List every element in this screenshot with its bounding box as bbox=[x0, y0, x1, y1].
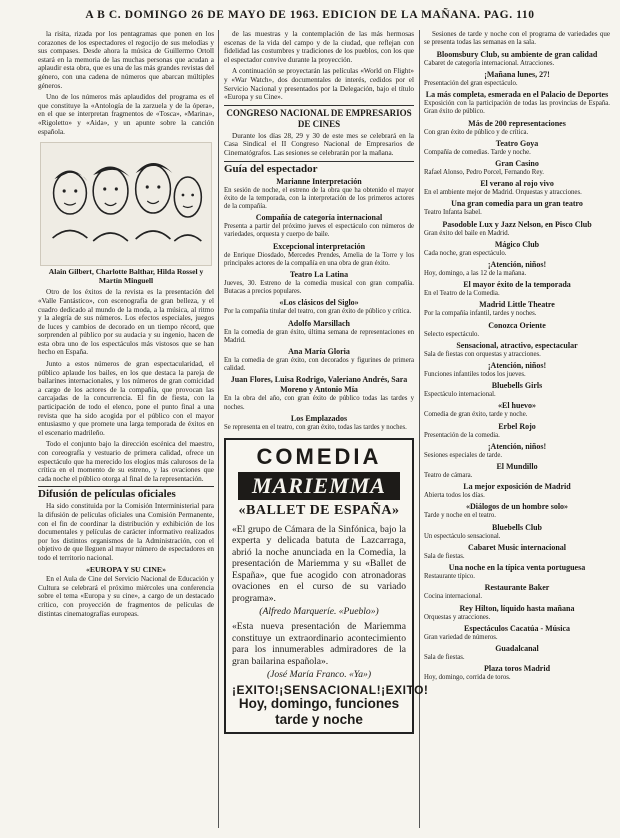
listing-description: Jueves, 30. Estreno de la comedia musical con gran compañía. Butacas a precios populares. bbox=[224, 279, 414, 296]
listing-description: Presentación del gran espectáculo. bbox=[424, 80, 518, 88]
listing-item bbox=[424, 361, 610, 379]
listing-item bbox=[424, 280, 610, 298]
listing-name: El mayor éxito de la temporada bbox=[463, 280, 571, 290]
listing-description: En la comedia de gran éxito, con decorados y figurines de primera calidad. bbox=[224, 356, 414, 373]
listing-name: La más completa, esmerada en el Palacio de Deportes bbox=[425, 90, 609, 100]
guide-listings bbox=[224, 177, 414, 432]
article-paragraph: Uno de los números más aplaudidos del programa es el que constituye la «Antología de la zarzuela y de la ópera», en el que se interpretan fragmentos de «Tosca», «Marina», «Rigoletto» y «Aida», y un apunte sobre la canción española. bbox=[38, 93, 214, 136]
listing-name: «Los clásicos del Siglo» bbox=[279, 298, 359, 308]
listing-description: En el Teatro de la Comedia. bbox=[424, 290, 500, 298]
listing-item bbox=[224, 213, 414, 239]
listing-item bbox=[424, 401, 610, 419]
listing-name: ¡Mañana lunes, 27! bbox=[484, 70, 550, 80]
listing-item bbox=[424, 523, 610, 541]
article-paragraph: Sesiones de tarde y noche con el programa de variedades que se presenta todas las semanas en la sala. bbox=[424, 30, 610, 47]
listing-item bbox=[224, 270, 414, 296]
listing-item bbox=[424, 422, 610, 440]
listing-description: Restaurante típico. bbox=[424, 573, 475, 581]
listing-name: Madrid Little Theatre bbox=[479, 300, 555, 310]
ad-schedule-line: Hoy, domingo, funciones bbox=[238, 696, 400, 712]
listing-description: Con gran éxito de público y de crítica. bbox=[424, 128, 529, 136]
listing-description: Rafael Alonso, Pedro Porcel, Fernando Rey. bbox=[424, 169, 544, 177]
listing-item bbox=[224, 298, 414, 316]
listing-description: Gran variedad de números. bbox=[424, 633, 498, 641]
listing-item bbox=[424, 583, 610, 601]
listing-description: Compañía de comedias. Tarde y noche. bbox=[424, 148, 531, 156]
listing-description: Sala de fiestas. bbox=[424, 653, 465, 661]
listing-description: Cabaret de categoría internacional. Atracciones. bbox=[424, 59, 555, 67]
illustration-caption: Alain Gilbert, Charlotte Balthar, Hilda Rossel y Martín Minguell bbox=[48, 267, 204, 285]
listing-name: Erbel Rojo bbox=[498, 421, 536, 431]
subheading: «EUROPA Y SU CINE» bbox=[85, 564, 167, 574]
listing-description: Comedia de gran éxito, tarde y noche. bbox=[424, 411, 528, 419]
listing-item bbox=[424, 240, 610, 258]
listing-description: Exposición con la participación de todas las provincias de España. Gran éxito de público. bbox=[424, 100, 610, 116]
listing-item bbox=[424, 50, 610, 68]
listing-item bbox=[424, 381, 610, 399]
listing-description: Sala de fiestas. bbox=[424, 552, 465, 560]
article-paragraph: A continuación se proyectarán las películas «World on Flight» y «War Watch», dos documentales de interés, cedidos por el Servicio Nacional y presentados por la Delegación, bajo el título «Europa y su Cine». bbox=[224, 67, 414, 102]
listing-description: Hoy, domingo, corrida de toros. bbox=[424, 674, 511, 682]
listing-name: Los Emplazados bbox=[290, 413, 348, 423]
ad-theatre-name: COMEDIA bbox=[256, 443, 382, 469]
listing-name: «Diálogos de un hombre solo» bbox=[465, 502, 569, 512]
listing-name: Una noche en la típica venta portuguesa bbox=[448, 563, 586, 573]
listing-description: En la comedia de gran éxito, última semana de representaciones en Madrid. bbox=[224, 328, 414, 344]
entertainment-listings bbox=[424, 50, 610, 683]
listing-item bbox=[424, 502, 610, 520]
listing-item bbox=[424, 300, 610, 318]
listing-description: Teatro de cámara. bbox=[424, 472, 473, 480]
ad-review-text: «El grupo de Cámara de la Sinfónica, bajo la experta y delicada batuta de Lazcarraga, abrió la noche anunciada en la Comedia, la presentación de Mariemma y su «Ballet de España», que fue acogido con atronadoras ovaciones en el curso de su variado programa». bbox=[232, 523, 406, 604]
listing-description: En sesión de noche, el estreno de la obra que ha obtenido el mayor éxito de la temporada, con la interpretación de los primeros actores de la compañía. bbox=[224, 186, 414, 210]
column-3 bbox=[424, 30, 610, 830]
listing-name: El Mundillo bbox=[496, 462, 538, 472]
listing-name: Conozca Oriente bbox=[488, 320, 546, 330]
listing-name: El verano al rojo vivo bbox=[480, 179, 554, 189]
listing-name: Teatro Goya bbox=[495, 138, 539, 148]
listing-description: En el ambiente mejor de Madrid. Orquestas y atracciones. bbox=[424, 189, 582, 197]
ad-review-signature: (José María Franco. «Ya») bbox=[266, 669, 372, 681]
article-paragraph: la risita, rizada por los pentagramas que ponen en los corazones de los espectadores el regocijo de sus melodías y sus compases. Desde ahora la música de Guillermo Ortoll estará en la memoria de las muchas personas que acudan a aplaudir esta obra, que es una de las más grandes revistas del género, con una cadena de números que abarcan múltiples géneros. bbox=[38, 30, 214, 90]
column-rule bbox=[218, 30, 219, 828]
listing-item bbox=[424, 442, 610, 460]
listing-item bbox=[424, 260, 610, 278]
listing-item bbox=[224, 414, 414, 432]
listing-name: ¡Atención, niños! bbox=[487, 441, 547, 451]
listing-name: Una gran comedia para un gran teatro bbox=[451, 199, 583, 209]
article-paragraph: Todo el conjunto bajo la dirección escénica del maestro, con coreografía y vestuario de primera calidad, ofrece un espectáculo que ha merecido los elogios más calurosos de la crítica en el momento de su estreno, y las ovaciones que cada noche el público otorga al final de la representación. bbox=[38, 440, 214, 483]
listing-description: Gran éxito del baile en Madrid. bbox=[424, 229, 510, 237]
listing-name: Restaurante Baker bbox=[484, 583, 550, 593]
listing-description: Abierta todos los días. bbox=[424, 492, 485, 500]
ad-exito-word: ¡SENSACIONAL! bbox=[279, 682, 382, 697]
listing-item bbox=[424, 664, 610, 682]
article-paragraph: Durante los días 28, 29 y 30 de este mes se celebrará en la Casa Sindical el II Congreso Nacional de Empresarios de Cinematógrafos. Las sesiones se celebrarán por la mañana. bbox=[224, 131, 414, 157]
listing-name: Adolfo Marsillach bbox=[288, 318, 350, 328]
listing-item bbox=[224, 177, 414, 212]
section-heading: CONGRESO NACIONAL DE EMPRESARIOS DE CINES bbox=[224, 105, 414, 130]
ad-review-signature: (Alfredo Marqueríe. «Pueblo») bbox=[259, 606, 379, 618]
listing-name: Juan Flores, Luisa Rodrigo, Valeriano Andrés, Sara Moreno y Antonio Mía bbox=[230, 375, 408, 395]
listing-item bbox=[424, 90, 610, 116]
listing-item bbox=[424, 321, 610, 339]
listing-name: Ana María Gloria bbox=[288, 346, 350, 356]
listing-name: Cabaret Music internacional bbox=[467, 542, 567, 552]
ad-exito-word: ¡EXITO! bbox=[232, 682, 280, 697]
listing-item bbox=[424, 139, 610, 157]
listing-name: Plaza toros Madrid bbox=[483, 664, 551, 674]
listing-description: Un espectáculo sensacional. bbox=[424, 532, 501, 540]
column-rule bbox=[419, 30, 420, 828]
ad-review-text: «Esta nueva presentación de Mariemma constituye un extraordinario acontecimiento para los innumerables admiradores de la gran bailarina española». bbox=[232, 621, 406, 667]
comedia-advertisement bbox=[224, 438, 429, 734]
listing-description: Se representa en el teatro, con gran éxito, todas las tardes y noches. bbox=[224, 423, 407, 431]
section-heading: Difusión de películas oficiales bbox=[38, 486, 214, 500]
listing-description: Cocina internacional. bbox=[424, 593, 483, 601]
listing-description: Hoy, domingo, a las 12 de la mañana. bbox=[424, 270, 527, 278]
ad-show-name: «BALLET DE ESPAÑA» bbox=[238, 502, 400, 518]
listing-name: La mejor exposición de Madrid bbox=[463, 482, 571, 492]
listing-name: Bluebells Club bbox=[491, 522, 542, 532]
listing-item bbox=[224, 347, 414, 373]
listing-item bbox=[424, 70, 610, 88]
listing-name: Mágico Club bbox=[494, 239, 540, 249]
listing-item bbox=[424, 604, 610, 622]
listing-description: Tarde y noche en el teatro. bbox=[424, 512, 496, 520]
listing-item bbox=[424, 563, 610, 581]
article-paragraph: de las muestras y la contemplación de las más hermosas escenas de la vida del campo y de la ciudad, que reflejan con fidelidad las costumbres y tradiciones de los pueblos, con los que el espectador convive durante la proyección. bbox=[224, 30, 414, 64]
listing-name: «El huevo» bbox=[497, 401, 536, 411]
listing-item bbox=[424, 159, 610, 177]
listing-name: Marianne Interpretación bbox=[276, 176, 362, 186]
article-paragraph: Junto a estos números de gran espectacularidad, el público aplaude los bailes, en los que destaca la pareja de bailarines internacionales, y los números de gran comicidad a cargo de los actores de la compañía, que provocan las carcajadas de la concurrencia. El fin de fiesta, con la participación de todo el elenco, pone el punto final a una revista que ha sido acogida por el público con el mayor entusiasmo y que promete una larga temporada de éxitos en el escenario madrileño. bbox=[38, 360, 214, 437]
listing-name: ¡Atención, niños! bbox=[487, 361, 547, 371]
listing-description: Cada noche, gran espectáculo. bbox=[424, 249, 507, 257]
listing-description: Sesiones especiales de tarde. bbox=[424, 451, 503, 459]
guide-heading: Guía del espectador bbox=[224, 161, 414, 175]
ad-exito-word: ¡EXITO! bbox=[381, 682, 429, 697]
listing-name: Teatro La Latina bbox=[289, 269, 349, 279]
listing-name: Guadalcanal bbox=[495, 643, 539, 653]
listing-item bbox=[224, 242, 414, 268]
listing-description: Funciones infantiles todos los jueves. bbox=[424, 371, 526, 379]
listing-item bbox=[424, 341, 610, 359]
listing-description: Espectáculo internacional. bbox=[424, 391, 496, 399]
listing-item bbox=[424, 179, 610, 197]
listing-name: Sensacional, atractivo, espectacular bbox=[456, 340, 578, 350]
article-paragraph: Otro de los éxitos de la revista es la presentación del «Valle Fantástico», con escenografía de gran belleza, y el cuadro dedicado al mundo de la moda, a la música, al ritmo y la alegría de sus números. Los efectos especiales, juegos de luces y cambios de decorado en un tiempo récord, que sorprenden al público por su audacia y su ingenio, hacen de esta obra uno de los espectáculos más vistosos que se han hecho en España. bbox=[38, 288, 214, 357]
listing-description: Presentación de la comedia. bbox=[424, 431, 500, 439]
listing-description: Presenta a partir del próximo jueves el espectáculo con números de variedades, orquesta y cuerpo de baile. bbox=[224, 223, 414, 239]
listing-description: Teatro Infanta Isabel. bbox=[424, 209, 482, 217]
listing-name: Rey Hilton, líquido hasta mañana bbox=[459, 603, 575, 613]
listing-item bbox=[224, 319, 414, 345]
listing-description: Orquestas y atracciones. bbox=[424, 613, 491, 621]
ad-schedule-line: tarde y noche bbox=[275, 712, 363, 728]
ad-exito-row bbox=[232, 682, 429, 697]
column-2 bbox=[224, 30, 429, 830]
listing-description: Sala de fiestas con orquestas y atracciones. bbox=[424, 350, 541, 358]
article-paragraph: En el Aula de Cine del Servicio Nacional de Educación y Cultura se celebrará el próximo miércoles una conferencia sobre el tema «Europa y su cine», a cargo de un destacado crítico, con proyección de fragmentos de películas de distintas cinematografías europeas. bbox=[38, 575, 214, 618]
listing-name: Excepcional interpretación bbox=[272, 241, 366, 251]
listing-name: Bluebells Girls bbox=[491, 381, 543, 391]
listing-description: Por la compañía titular del teatro, con gran éxito de público y crítica. bbox=[224, 308, 412, 316]
listing-name: Más de 200 representaciones bbox=[468, 118, 566, 128]
listing-description: Selecto espectáculo. bbox=[424, 330, 480, 338]
listing-item bbox=[424, 199, 610, 217]
listing-item bbox=[424, 482, 610, 500]
listing-name: Gran Casino bbox=[495, 159, 539, 169]
page-header: A B C. DOMINGO 26 DE MAYO DE 1963. EDICION DE LA MAÑANA. PAG. 110 bbox=[85, 9, 535, 21]
listing-item bbox=[424, 644, 610, 662]
listing-item bbox=[424, 220, 610, 238]
caricature-illustration bbox=[40, 142, 212, 266]
listing-description: Por la compañía infantil, tardes y noches. bbox=[424, 310, 537, 318]
listing-description: En la obra del año, con gran éxito de público todas las tardes y noches. bbox=[224, 395, 414, 411]
listing-description: de Enrique Diosdado, Mercedes Prendes, Amelia de la Torre y los principales actores de la compañía en una obra de gran éxito. bbox=[224, 251, 414, 267]
column-1 bbox=[38, 30, 214, 830]
ad-title-banner: MARIEMMA bbox=[238, 472, 400, 500]
listing-name: Espectáculos Cacatúa - Música bbox=[464, 623, 570, 633]
listing-item bbox=[424, 119, 610, 137]
listing-name: ¡Atención, niños! bbox=[487, 260, 547, 270]
listing-item bbox=[424, 543, 610, 561]
listing-item bbox=[424, 462, 610, 480]
listing-item bbox=[224, 375, 414, 411]
listing-name: Compañía de categoría internacional bbox=[255, 213, 383, 223]
listing-name: Pasodoble Lux y Jazz Nelson, en Pisco Club bbox=[442, 219, 592, 229]
listing-name: Bloomsbury Club, su ambiente de gran calidad bbox=[436, 49, 598, 59]
article-paragraph: Ha sido constituida por la Comisión Interministerial para la difusión de películas oficiales una Comisión Permanente, con el fin de coordinar la distribución y exhibición de los documentales y películas de carácter informativo realizados por los distintos organismos de la Administración, con el objetivo de que lleguen al mayor número de espectadores en todo el territorio nacional. bbox=[38, 502, 214, 562]
listing-item bbox=[424, 624, 610, 642]
